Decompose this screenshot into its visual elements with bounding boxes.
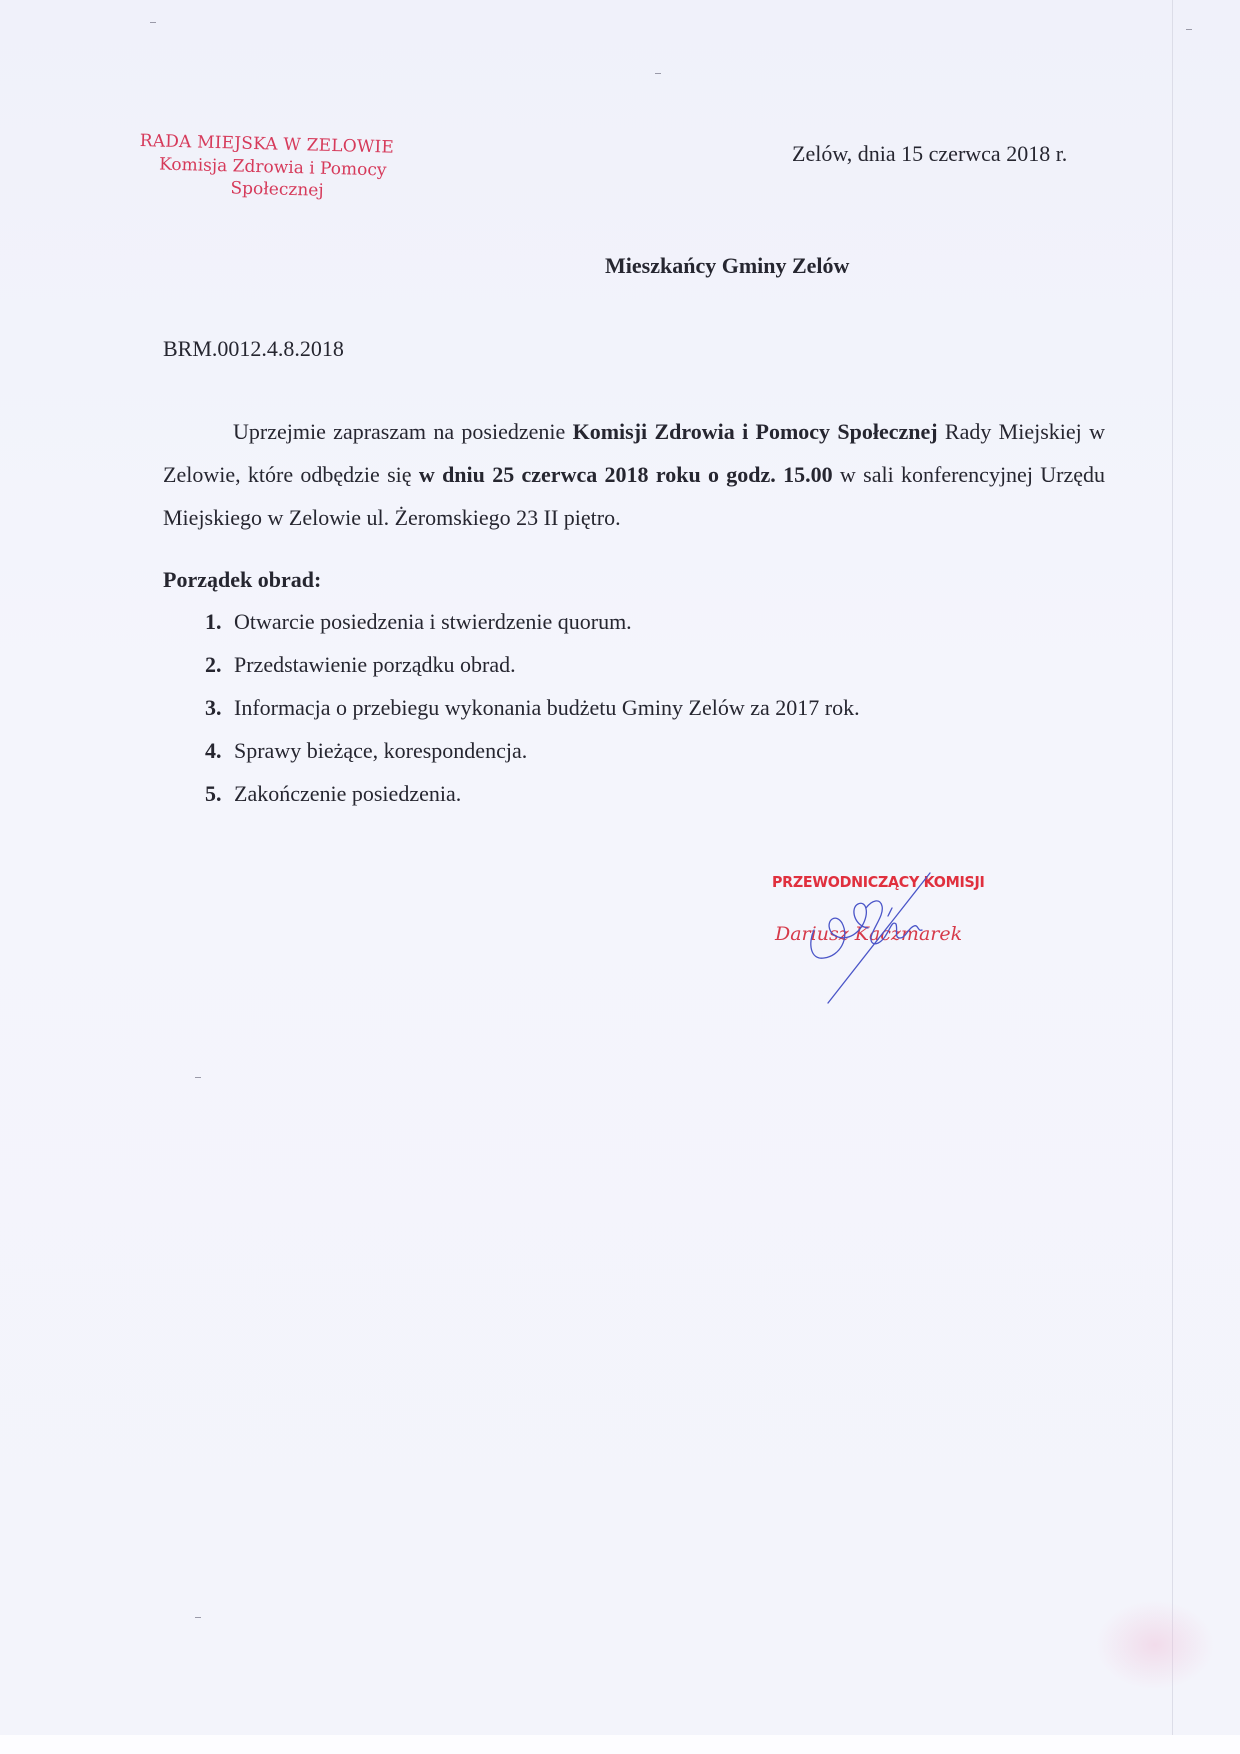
scan-speck	[195, 1617, 201, 1618]
meeting-datetime: w dniu 25 czerwca 2018 roku o godz. 15.00	[418, 462, 833, 487]
agenda-item-text: Zakończenie posiedzenia.	[234, 781, 462, 806]
stamp-line-social: Społecznej	[230, 178, 324, 201]
invitation-paragraph	[163, 410, 1105, 539]
agenda-item-number: 2.	[205, 652, 222, 677]
agenda-item	[205, 781, 860, 824]
agenda-item-text: Przedstawienie porządku obrad.	[234, 652, 516, 677]
scan-artifact-line	[1172, 0, 1173, 1735]
para-text-1: Uprzejmie zapraszam na posiedzenie	[233, 419, 573, 444]
agenda-item	[205, 695, 860, 738]
agenda-item-number: 3.	[205, 695, 222, 720]
stamp-line-council: RADA MIEJSKA W ZELOWIE	[139, 131, 395, 158]
scan-speck	[195, 1077, 201, 1078]
committee-name: Komisji Zdrowia i Pomocy Społecznej	[572, 419, 938, 444]
agenda-item-text: Otwarcie posiedzenia i stwierdzenie quorum.	[234, 609, 632, 634]
agenda-item	[205, 738, 860, 781]
chairman-title: PRZEWODNICZĄCY KOMISJI	[772, 873, 985, 891]
addressee: Mieszkańcy Gminy Zelów	[605, 253, 850, 278]
reference-number: BRM.0012.4.8.2018	[163, 336, 344, 361]
scan-margin	[0, 1735, 1240, 1754]
stamp-line-committee: Komisja Zdrowia i Pomocy	[158, 154, 387, 181]
scan-speck	[655, 73, 661, 74]
agenda-item-number: 5.	[205, 781, 222, 806]
chairman-name: Dariusz Kaczmarek	[775, 923, 963, 945]
letter-date: Zelów, dnia 15 czerwca 2018 r.	[792, 141, 1068, 166]
agenda-item	[205, 652, 860, 695]
agenda-list	[205, 609, 860, 824]
agenda-item-text: Informacja o przebiegu wykonania budżetu Gminy Zelów za 2017 rok.	[234, 695, 860, 720]
para-text-3: w sali konferencyjnej Urzędu Miejskiego w Zelowie ul. Żeromskiego 23 II piętro.	[163, 462, 1105, 530]
handwritten-signature	[780, 868, 990, 1008]
council-stamp	[138, 131, 460, 204]
scan-speck	[150, 22, 156, 23]
agenda-item-number: 4.	[205, 738, 222, 763]
agenda-item	[205, 609, 860, 652]
stamp-bleed	[1095, 1600, 1215, 1690]
agenda-title: Porządek obrad:	[163, 567, 322, 592]
para-text-2: Rady Miejskiej w Zelowie, które odbędzie się	[163, 419, 1105, 487]
agenda-item-text: Sprawy bieżące, korespondencja.	[234, 738, 528, 763]
agenda-item-number: 1.	[205, 609, 222, 634]
scan-speck	[1186, 29, 1192, 30]
